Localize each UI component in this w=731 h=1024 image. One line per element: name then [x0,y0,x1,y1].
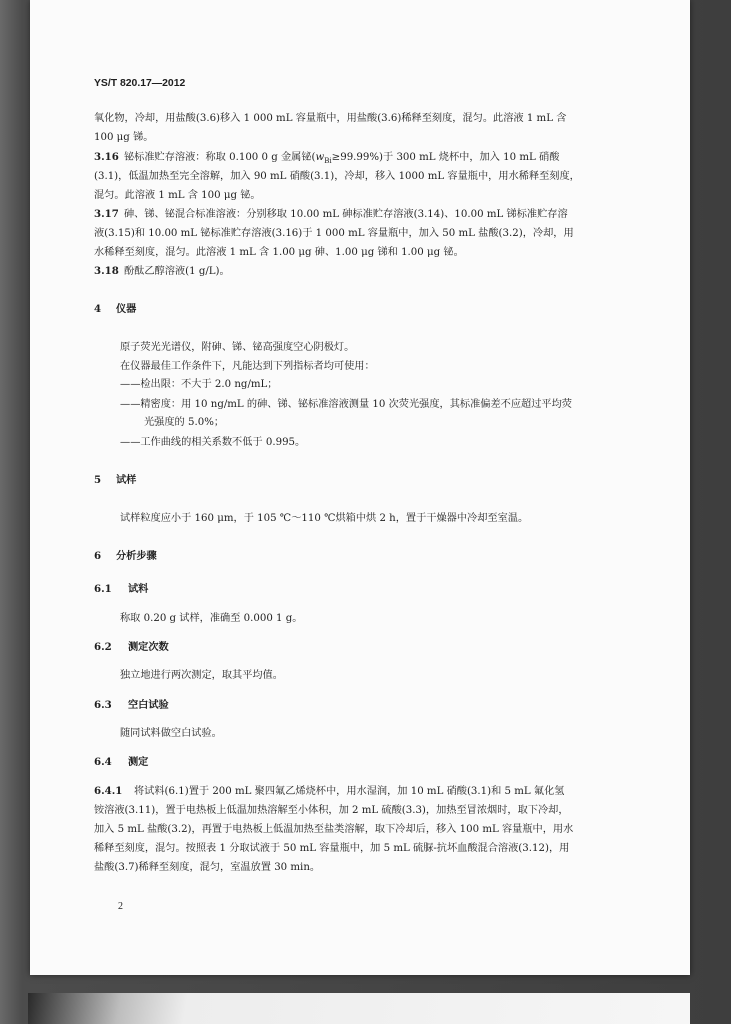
clause-3-18 [94,265,230,278]
section-4-p2: 在仪器最佳工作条件下，凡能达到下列指标者均可使用： [120,361,375,372]
clause-3-15-cont-line2: 100 μg 锑。 [94,132,154,143]
next-page-edge [28,993,690,1024]
section-6-1-number: 6.1 [94,583,112,595]
section-6-3-number: 6.3 [94,699,112,711]
section-5-text: 试样粒度应小于 160 μm，于 105 ℃～110 ℃烘箱中烘 2 h，置于干燥器中冷却至室温。 [120,513,529,524]
section-6-3-title: 空白试验 [128,699,169,711]
section-6-3-text: 随同试料做空白试验。 [120,728,222,739]
section-6-4-1-number: 6.4.1 [94,785,123,797]
section-4-item1: ——检出限：不大于 2.0 ng/mL； [120,379,278,390]
clause-3-16-number: 3.16 [94,151,119,163]
section-6-1-title: 试料 [128,583,149,595]
section-5-number: 5 [94,474,102,486]
section-6-4-1-line1: 将试料(6.1)置于 200 mL 聚四氟乙烯烧杯中，用水湿润，加 10 mL 硝酸(3.1)和 5 mL 氟化氢 [134,786,565,797]
section-6-4-1-line2: 铵溶液(3.11)，置于电热板上低温加热溶解至小体积，加 2 mL 硫酸(3.3)，加热至冒浓烟时，取下冷却， [94,805,569,816]
section-6-4-1-line3: 加入 5 mL 盐酸(3.2)，再置于电热板上低温加热至盐类溶解，取下冷却后，移入 100 mL 容量瓶中，用水 [94,824,574,835]
section-5-title: 试样 [116,474,137,486]
clause-3-17-line2: 液(3.15)和 10.00 mL 铋标准贮存溶液(3.16)于 1 000 mL 容量瓶中，加入 50 mL 盐酸(3.2)，冷却，用 [94,228,574,239]
section-6-heading [94,550,157,563]
section-6-1-text: 称取 0.20 g 试样，准确至 0.000 1 g。 [120,613,303,624]
section-6-3-heading [94,699,169,712]
section-6-4-1-line4: 稀释至刻度，混匀。按照表 1 分取试液于 50 mL 容量瓶中，加 5 mL 硫脲-抗坏血酸混合溶液(3.12)，用 [94,843,570,854]
section-4-title: 仪器 [116,303,137,315]
section-4-item2-line1: ——精密度：用 10 ng/mL 的砷、锑、铋标准溶液测量 10 次荧光强度，其标准偏差不应超过平均荧 [120,399,572,410]
section-6-4-1-line5: 盐酸(3.7)稀释至刻度，混匀，室温放置 30 min。 [94,862,321,873]
clause-3-15-cont-line1: 氧化物，冷却，用盐酸(3.6)移入 1 000 mL 容量瓶中，用盐酸(3.6)稀释至刻度，混匀。此溶液 1 mL 含 [94,113,567,124]
clause-3-16-line1: 铋标准贮存溶液：称取 0.100 0 g 金属铋$(w_{Bi}\ge 99.99\%)$于 300 mL 烧杯中，加入 10 mL 硝酸 [124,152,560,166]
page-number: 2 [118,901,123,912]
section-6-2-heading [94,641,169,654]
document-page [30,0,690,975]
clause-3-17 [94,208,568,221]
clause-3-18-number: 3.18 [94,265,119,277]
section-6-2-text: 独立地进行两次测定，取其平均值。 [120,670,283,681]
section-6-4-heading [94,756,148,769]
section-6-1-heading [94,583,148,596]
section-6-2-number: 6.2 [94,641,112,653]
section-6-4-1 [94,785,564,798]
section-6-number: 6 [94,550,102,562]
clause-3-16-line2: (3.1)，低温加热至完全溶解，加入 90 mL 硝酸(3.1)，冷却，移入 1000 mL 容量瓶中，用水稀释至刻度， [94,171,580,182]
section-4-number: 4 [94,303,102,315]
section-6-4-number: 6.4 [94,756,112,768]
clause-3-17-line3: 水稀释至刻度，混匀。此溶液 1 mL 含 1.00 μg 砷、1.00 μg 锑和 1.00 μg 铋。 [94,247,464,258]
section-5-heading [94,474,136,487]
section-6-4-title: 测定 [128,756,149,768]
clause-3-16 [94,151,559,168]
clause-3-18-text: 酚酞乙醇溶液(1 g/L)。 [124,266,230,277]
section-4-heading [94,303,136,316]
section-6-2-title: 测定次数 [128,641,169,653]
clause-3-17-number: 3.17 [94,208,119,220]
section-4-item3: ——工作曲线的相关系数不低于 0.995。 [120,437,306,448]
section-6-title: 分析步骤 [116,550,157,562]
section-4-item2-line2: 光强度的 5.0%； [144,417,225,428]
section-4-p1: 原子荧光光谱仪，附砷、锑、铋高强度空心阴极灯。 [120,342,355,353]
clause-3-17-line1: 砷、锑、铋混合标准溶液：分别移取 10.00 mL 砷标准贮存溶液(3.14)、10.00 mL 锑标准贮存溶 [124,209,568,220]
standard-code: YS/T 820.17—2012 [94,78,186,89]
clause-3-16-line3: 混匀。此溶液 1 mL 含 100 μg 铋。 [94,190,261,201]
